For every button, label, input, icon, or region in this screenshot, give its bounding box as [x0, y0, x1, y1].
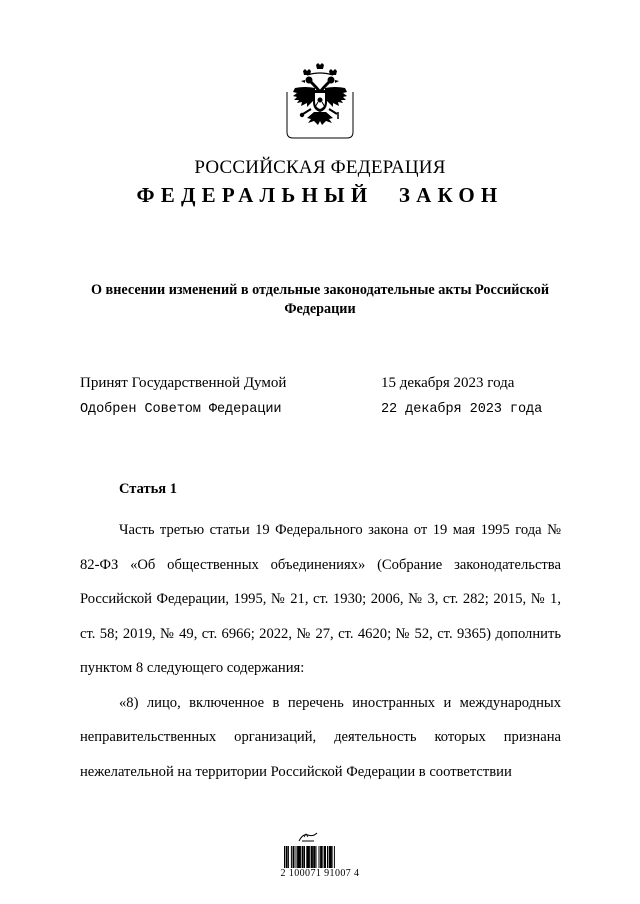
document-type: ФЕДЕРАЛЬНЫЙ ЗАКОН: [136, 183, 504, 207]
barcode-bar: [296, 846, 297, 868]
barcode-bar: [297, 846, 300, 868]
barcode-bar: [306, 846, 309, 868]
barcode-bar: [319, 846, 320, 868]
barcode-bar: [322, 846, 323, 868]
barcode-bar: [284, 846, 285, 868]
barcode-bar: [334, 846, 335, 868]
barcode-bar: [286, 846, 288, 868]
article-body: [80, 513, 561, 789]
article-heading: Статья 1: [119, 481, 177, 497]
barcode-icon: [284, 846, 360, 868]
barcode-bar: [302, 846, 304, 868]
country-name: РОССИЙСКАЯ ФЕДЕРАЦИЯ: [194, 157, 446, 178]
barcode-bar: [327, 846, 328, 868]
barcode-bar: [293, 846, 295, 868]
adoption-date: 15 декабря 2023 года: [381, 375, 515, 391]
barcode-number: 2 100071 91007 4: [280, 868, 360, 879]
publisher-mark-icon: [297, 831, 319, 843]
approval-label: Одобрен Советом Федерации: [80, 402, 282, 417]
barcode-bar: [288, 846, 289, 868]
barcode-bar: [320, 846, 322, 868]
barcode-bar: [309, 846, 310, 868]
approval-date: 22 декабря 2023 года: [381, 402, 543, 417]
coat-of-arms-icon: [285, 62, 355, 140]
adoption-row: [80, 372, 560, 394]
approval-row: [80, 399, 560, 421]
barcode-bar: [291, 846, 292, 868]
adoption-label: Принят Государственной Думой: [80, 375, 287, 391]
barcode-bar: [316, 846, 317, 868]
barcode-bar: [300, 846, 301, 868]
article-paragraph: «8) лицо, включенное в перечень иностранных и международных неправительственных организаций, деятельность которых признана нежелательной на территории Российской Федерации в соответствии: [80, 694, 561, 780]
barcode-bar: [313, 846, 315, 868]
law-title: О внесении изменений в отдельные законодательные акты Российской Федерации: [90, 282, 550, 317]
barcode-bar: [329, 846, 332, 868]
barcode-bar: [311, 846, 313, 868]
barcode-bar: [332, 846, 333, 868]
article-paragraph: Часть третью статьи 19 Федерального закона от 19 мая 1995 года № 82-ФЗ «Об общественных объединениях» (Собрание законодательства Российской Федерации, 1995, № 21, ст. 1930; 2006, № 3, ст. 282; 2015, № 1, ст. 58; 2019, № 49, ст. 6966; 2022, № 27, ст. 4620; № 52, ст. 9365) дополнить пунктом 8 следующего содержания:: [80, 522, 561, 676]
barcode-bar: [324, 846, 326, 868]
barcode-bar: [304, 846, 305, 868]
